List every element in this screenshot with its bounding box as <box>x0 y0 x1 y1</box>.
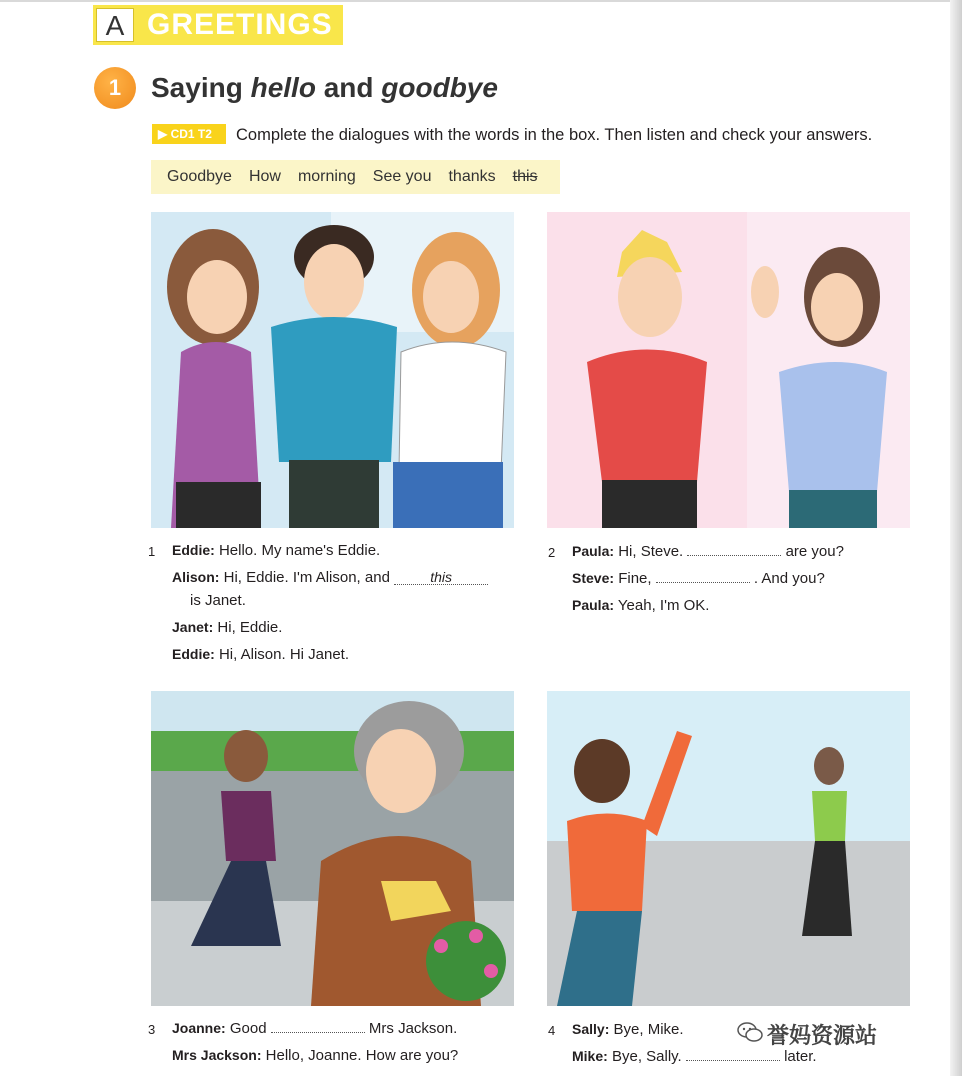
speaker: Eddie: <box>172 646 215 662</box>
unit-header <box>93 5 343 45</box>
watermark-text: 誉妈资源站 <box>767 1023 878 1048</box>
dialogue-number: 2 <box>548 545 556 560</box>
line-text: Fine, <box>618 570 652 587</box>
boy-girl-waving-illustration <box>547 212 910 528</box>
line-text: Hi, Alison. Hi Janet. <box>218 646 350 663</box>
line-text: Hello, Joanne. How are you? <box>265 1047 459 1064</box>
speaker: Eddie: <box>172 542 215 558</box>
answer-blank[interactable] <box>687 541 781 556</box>
dialogue-line <box>172 614 282 641</box>
speaker: Janet: <box>172 619 214 635</box>
illustration-panel-4 <box>547 691 910 1006</box>
line-text: Bye, Mike. <box>613 1021 684 1038</box>
page-edge <box>950 0 962 1076</box>
word-box-item: Goodbye <box>167 168 232 185</box>
answer-blank-filled[interactable]: this <box>394 570 488 585</box>
speaker: Joanne: <box>172 1020 226 1036</box>
illustration-panel-2 <box>547 212 910 528</box>
dialogue-line <box>572 538 844 565</box>
dialogue-2 <box>548 538 928 628</box>
speaker: Alison: <box>172 569 220 585</box>
unit-letter: A <box>96 8 134 42</box>
mike-sally-waving-illustration <box>547 691 910 1006</box>
title-part-goodbye: goodbye <box>381 72 498 103</box>
speaker: Mike: <box>572 1048 608 1064</box>
line-text: are you? <box>785 543 844 560</box>
answer-blank[interactable] <box>656 568 750 583</box>
line-text: Hi, Eddie. I'm Alison, and <box>223 569 390 586</box>
instruction: Complete the dialogues with the words in the box. Then listen and check your answers. <box>236 126 873 144</box>
illustration-panel-3 <box>151 691 514 1006</box>
dialogue-line <box>572 592 709 619</box>
dialogue-3 <box>148 1015 528 1075</box>
word-box-item: How <box>248 168 281 185</box>
dialogue-1 <box>148 537 528 677</box>
three-friends-illustration <box>151 212 514 528</box>
speaker: Paula: <box>572 597 615 613</box>
illustration-panel-1 <box>151 212 514 528</box>
joanne-mrs-jackson-illustration <box>151 691 514 1006</box>
dialogue-line <box>172 1015 457 1042</box>
cd-track-badge[interactable]: ▶ CD1 T2 <box>152 124 226 144</box>
dialogue-line <box>172 537 380 564</box>
title-part: Saying <box>151 72 251 103</box>
top-rule <box>0 0 962 2</box>
dialogue-number: 4 <box>548 1023 556 1038</box>
line-text: Hi, Eddie. <box>217 619 283 636</box>
dialogue-line <box>572 565 825 592</box>
line-text: Bye, Sally. <box>611 1048 682 1065</box>
line-text: Mrs Jackson. <box>368 1020 458 1037</box>
exercise-title <box>151 72 498 104</box>
word-box-item: See you <box>372 168 432 185</box>
dialogue-line <box>172 641 349 668</box>
wechat-icon <box>737 1020 763 1044</box>
speaker: Paula: <box>572 543 615 559</box>
speaker: Mrs Jackson: <box>172 1047 262 1063</box>
word-box-item: thanks <box>448 168 496 185</box>
line-text: Hello. My name's Eddie. <box>218 542 381 559</box>
unit-title: GREETINGS <box>147 8 333 41</box>
line-text: Hi, Steve. <box>618 543 684 560</box>
line-text: . And you? <box>753 570 825 587</box>
answer-blank[interactable] <box>686 1046 780 1061</box>
dialogue-number: 3 <box>148 1022 156 1037</box>
line-text: later. <box>784 1048 817 1065</box>
line-text: Yeah, I'm OK. <box>617 597 710 614</box>
line-text: Good <box>229 1020 267 1037</box>
dialogue-line <box>172 1042 458 1069</box>
speaker: Sally: <box>572 1021 610 1037</box>
title-part: and <box>315 72 382 103</box>
word-box <box>151 160 560 194</box>
dialogue-line-continuation: is Janet. <box>190 592 246 609</box>
dialogue-number: 1 <box>148 544 156 559</box>
title-part-hello: hello <box>250 72 316 103</box>
dialogue-line <box>572 1016 684 1043</box>
exercise-number-badge: 1 <box>94 67 136 109</box>
word-box-item-used: this <box>512 168 538 185</box>
answer-blank[interactable] <box>271 1018 365 1033</box>
speaker: Steve: <box>572 570 615 586</box>
word-box-item: morning <box>297 168 356 185</box>
